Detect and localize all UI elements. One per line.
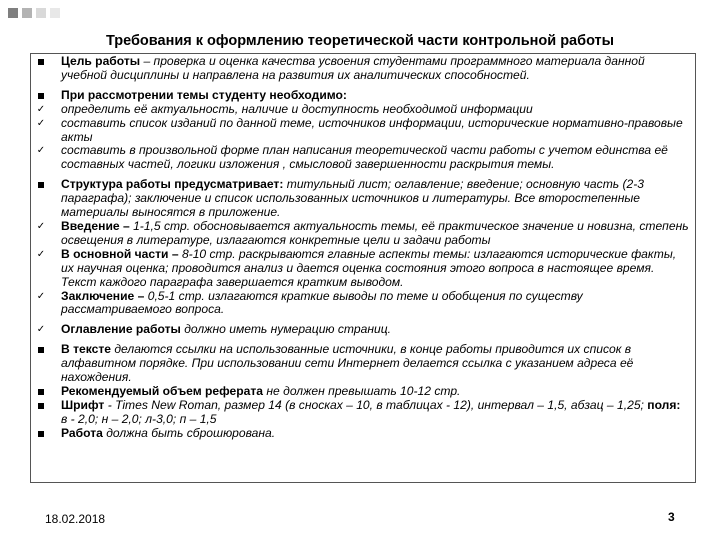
list-item-body: не должен превышать 10-12 стр. (263, 383, 461, 398)
list-item-label: Работа (61, 425, 103, 440)
list-item (34, 55, 690, 83)
deco-square-3 (36, 8, 46, 18)
corner-decoration (8, 8, 60, 18)
list-item-text (61, 426, 275, 440)
list-item-label: Шрифт (61, 397, 105, 412)
list-item-body: - Times New Roman, размер 14 (в сносках – 10, в таблицах - 12), интервал – 1,5, абзац – 1,25; (104, 397, 648, 412)
list-item-label: При рассмотрении темы студенту необходимо: (61, 87, 347, 102)
list-item-label: В тексте (61, 342, 112, 357)
list-item-text (61, 143, 668, 171)
check-bullet-icon: ✓ (36, 103, 46, 115)
list-item-body: составить в произвольной форме план написания теоретической части работы с учетом единства её составных частей, логики изложения , смысловой завершенности раскрытия темы. (61, 143, 668, 172)
list-item-body: определить её актуальность, наличие и доступность необходимой информации (61, 101, 533, 116)
deco-square-1 (8, 8, 18, 18)
page-title: Требования к оформлению теоретической части контрольной работы (105, 33, 615, 49)
deco-square-2 (22, 8, 32, 18)
list-item-label: Рекомендуемый объем реферата (61, 383, 264, 398)
list-item-body: 0,5-1 стр. излагаются краткие выводы по теме и обобщения по существу рассматриваемого вопроса. (61, 288, 583, 317)
list-item (34, 399, 690, 427)
square-bullet-icon (34, 89, 48, 104)
list-item-label: Цель работы (61, 54, 141, 68)
list-item-text (61, 88, 347, 102)
list-item (34, 385, 690, 399)
list-item (34, 427, 690, 441)
square-bullet-icon (34, 399, 48, 414)
list-item-label: Введение – (61, 218, 130, 233)
check-bullet-icon: ✓ (36, 117, 46, 129)
list-item-label: Оглавление работы (61, 322, 181, 337)
list-item-text (61, 289, 583, 317)
square-bullet-icon (34, 343, 48, 358)
check-bullet-icon: ✓ (36, 324, 46, 336)
square-bullet-icon (34, 385, 48, 400)
list-item (34, 103, 690, 117)
check-bullet-icon: ✓ (36, 248, 46, 260)
list-item-body: 8-10 стр. раскрываются главные аспекты темы: излагаются исторические факты, их научная оценка; проводится анализ и дается оценка состояния этого вопроса в настоящее время. Текст каждого параграфа завершается кратким выводом. (61, 246, 677, 289)
list-item-body: составить список изданий по данной теме, источников информации, исторические нормативно-правовые акты (61, 115, 683, 144)
list-item-text (61, 102, 533, 116)
list-item-text (61, 384, 460, 398)
list-item-body: в - 2,0; н – 2,0; л-3,0; п – 1,5 (61, 411, 217, 426)
list-item (34, 323, 690, 337)
list-item-label: поля: (647, 397, 681, 412)
check-bullet-icon: ✓ (36, 145, 46, 157)
list-item (34, 248, 690, 290)
list-item (34, 89, 690, 103)
list-item (34, 343, 690, 385)
list-item-body: должно иметь нумерацию страниц. (180, 322, 391, 337)
list-item-body: – проверка и оценка качества усвоения студентами программного материала данной учебной дисциплины и направлена на развития их аналитических способностей. (61, 54, 645, 82)
list-item-body: титульный лист; оглавление; введение; основную часть (2-3 параграфа); заключение и список использованных источников и литературы. Все второстепенные материалы выносятся в приложение. (61, 177, 645, 220)
check-bullet-icon: ✓ (36, 290, 46, 302)
square-bullet-icon (34, 427, 48, 442)
list-item-body: 1-1,5 стр. обосновывается актуальность темы, её практическое значение и новизна, степень освещения в литературе, излагаются конкретные цели и задачи работы (61, 218, 689, 247)
content-body (34, 55, 690, 441)
page-number: 3 (668, 510, 675, 524)
list-item-text (61, 398, 680, 426)
list-item-text (61, 342, 633, 384)
list-item-text (61, 219, 689, 247)
list-item (34, 290, 690, 318)
list-item-body: должна быть сброшюрована. (102, 425, 276, 440)
list-item (34, 144, 690, 172)
square-bullet-icon (34, 55, 48, 70)
deco-square-4 (50, 8, 60, 18)
list-item-text (61, 177, 644, 219)
list-item-body: делаются ссылки на использованные источники, в конце работы приводится их список в алфавитном порядке. При использовании сети Интернет делается ссылка с указанием адреса её нахождения. (61, 342, 634, 385)
list-item-text (61, 116, 683, 144)
list-item (34, 117, 690, 145)
footer-date: 18.02.2018 (45, 512, 106, 526)
list-item-text (61, 54, 645, 82)
check-bullet-icon: ✓ (36, 220, 46, 232)
list-item-text (61, 247, 676, 289)
list-item (34, 178, 690, 220)
square-bullet-icon (34, 178, 48, 193)
list-item-label: В основной части – (61, 246, 179, 261)
list-item-text (61, 322, 391, 336)
list-item-label: Структура работы предусматривает: (61, 177, 284, 192)
list-item-label: Заключение – (61, 288, 145, 303)
list-item (34, 220, 690, 248)
